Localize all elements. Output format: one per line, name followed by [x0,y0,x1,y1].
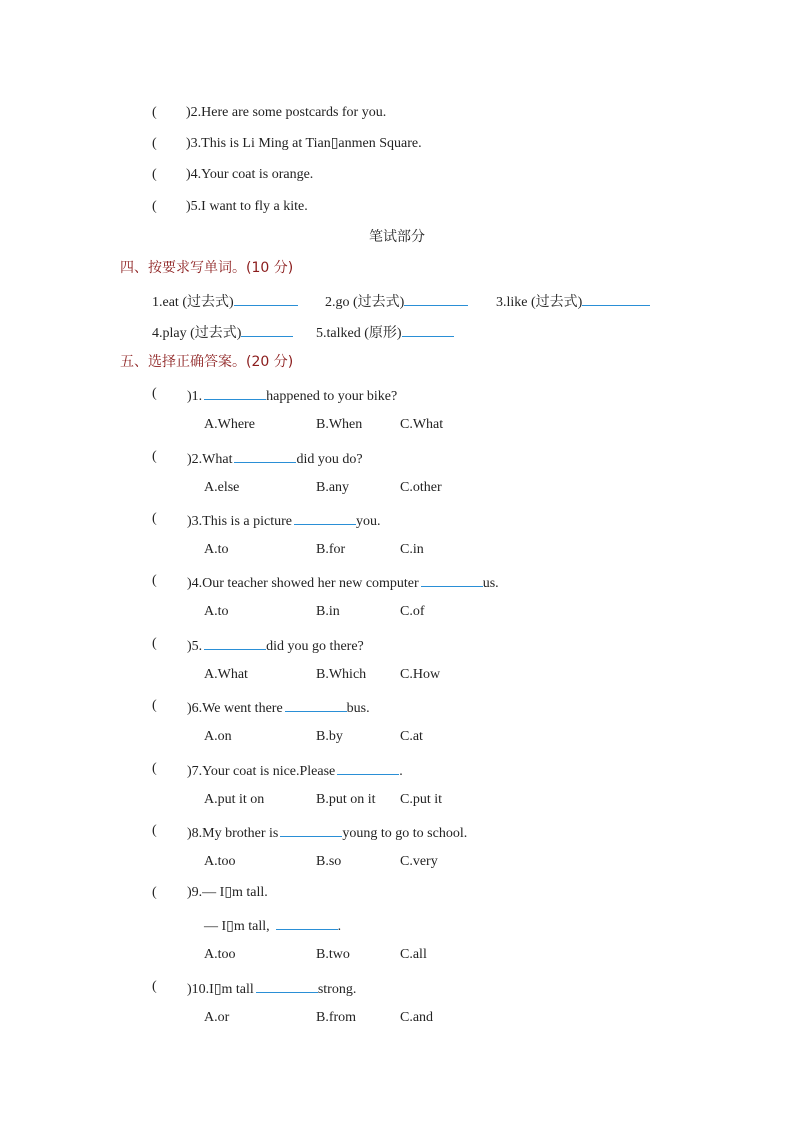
question-paren[interactable]: ( [152,885,157,900]
option-c[interactable]: C.How [400,667,441,682]
answer-blank[interactable] [582,291,650,306]
question-paren[interactable]: ( [152,979,157,994]
option-a[interactable]: A.or [204,1010,230,1025]
option-a[interactable]: A.put it on [204,792,265,807]
question-paren[interactable]: ( [152,761,157,776]
option-a[interactable]: A.too [204,854,236,869]
section-4-item-4: 4.play (过去式) [152,322,293,343]
option-a[interactable]: A.Where [204,417,255,432]
answer-blank[interactable] [404,291,468,306]
option-a[interactable]: A.too [204,947,236,962]
section-4-item-2: 2.go (过去式) [325,291,468,312]
option-a[interactable]: A.What [204,667,248,682]
answer-blank[interactable] [241,322,293,337]
option-b[interactable]: B.put on it [316,792,376,807]
answer-blank[interactable] [294,510,356,525]
answer-blank[interactable] [256,978,318,993]
option-a[interactable]: A.to [204,604,229,619]
option-b[interactable]: B.two [316,947,350,962]
option-b[interactable]: B.any [316,480,350,495]
section-4-title: 四、按要求写单词。(10 分) [120,260,294,276]
option-c[interactable]: C.other [400,480,442,495]
answer-blank[interactable] [421,572,483,587]
answer-blank[interactable] [204,635,266,650]
written-part-title: 笔试部分 [369,229,425,245]
option-c[interactable]: C.all [400,947,427,962]
question-text: )2.What did you do? [187,448,363,469]
option-c[interactable]: C.in [400,542,424,557]
question-text: )3.This is a picture you. [187,510,380,531]
answer-blank[interactable] [285,697,347,712]
section-4-item-3: 3.like (过去式) [496,291,650,312]
option-a[interactable]: A.to [204,542,229,557]
question-text: )9.— I▯m tall. [187,885,268,900]
answer-blank[interactable] [280,822,342,837]
option-b[interactable]: B.When [316,417,363,432]
question-text: )8.My brother is young to go to school. [187,822,467,843]
question-text: )5. did you go there? [187,635,364,656]
question-text: )4.Our teacher showed her new computer us. [187,572,499,593]
question-paren[interactable]: ( [152,449,157,464]
question-text: )7.Your coat is nice.Please . [187,760,403,781]
section-5-title: 五、选择正确答案。(20 分) [120,354,294,370]
question-paren[interactable]: ( [152,698,157,713]
option-a[interactable]: A.on [204,729,232,744]
question-paren[interactable]: ( [152,573,157,588]
answer-blank[interactable] [402,322,454,337]
option-a[interactable]: A.else [204,480,240,495]
option-b[interactable]: B.for [316,542,346,557]
option-b[interactable]: B.from [316,1010,357,1025]
section-4-row-1: 1.eat (过去式) [152,291,298,312]
question-paren[interactable]: ( [152,511,157,526]
option-c[interactable]: C.very [400,854,438,869]
option-b[interactable]: B.Which [316,667,367,682]
option-b[interactable]: B.so [316,854,342,869]
answer-blank[interactable] [234,448,296,463]
answer-blank[interactable] [234,291,298,306]
section-4-item-5: 5.talked (原形) [316,322,454,343]
option-c[interactable]: C.put it [400,792,443,807]
option-b[interactable]: B.in [316,604,340,619]
question-text: )10.I▯m tall strong. [187,978,356,999]
option-c[interactable]: C.of [400,604,425,619]
option-c[interactable]: C.and [400,1010,434,1025]
question-paren[interactable]: ( [152,823,157,838]
question-paren[interactable]: ( [152,386,157,401]
answer-blank[interactable] [204,385,266,400]
question-paren[interactable]: ( [152,636,157,651]
question-text-line2: — I▯m tall, . [204,915,341,936]
option-b[interactable]: B.by [316,729,343,744]
answer-blank[interactable] [337,760,399,775]
option-c[interactable]: C.at [400,729,423,744]
option-c[interactable]: C.What [400,417,444,432]
question-text: )6.We went there bus. [187,697,370,718]
question-text: )1. happened to your bike? [187,385,397,406]
answer-blank[interactable] [276,915,338,930]
